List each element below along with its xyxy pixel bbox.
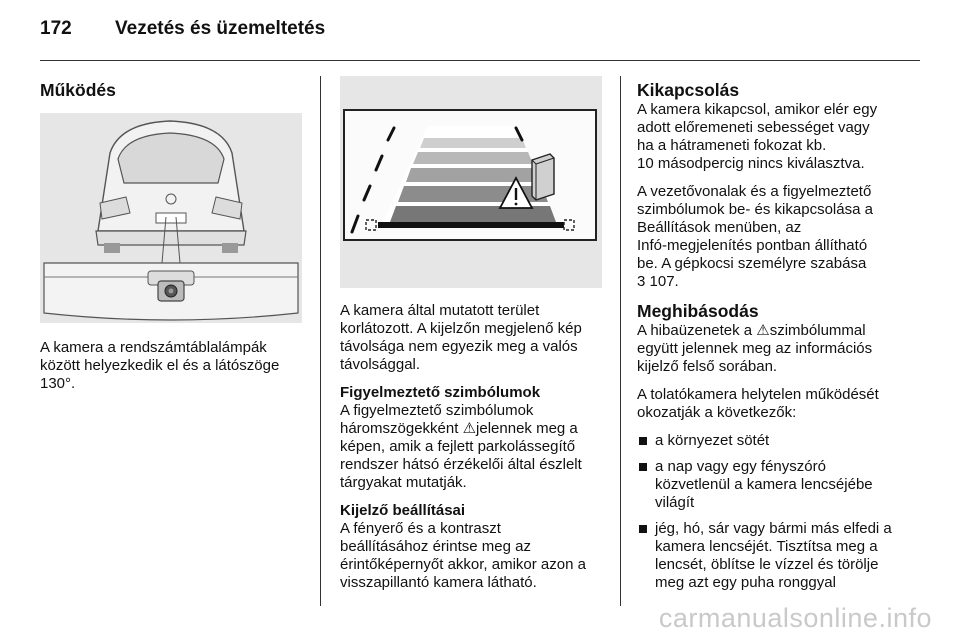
text-line: távolsággal. bbox=[340, 356, 421, 373]
text-line: Beállítások menüben, az bbox=[637, 219, 802, 236]
text-line: világít bbox=[655, 494, 695, 511]
subheading-display-settings: Kijelző beállításai bbox=[340, 502, 466, 519]
camera-caption bbox=[40, 339, 305, 393]
switch-off-paragraph bbox=[637, 80, 927, 173]
text-line: rendszer hátsó érzékelői által észlelt bbox=[340, 456, 582, 473]
list-item bbox=[637, 458, 927, 512]
bullet-square-icon bbox=[639, 437, 647, 445]
text-line: közvetlenül a kamera lencséjébe bbox=[655, 476, 873, 493]
subheading-warning-symbols: Figyelmeztető szimbólumok bbox=[340, 384, 541, 401]
text-line: érintőképernyőt akkor, amikor azon a bbox=[340, 556, 586, 573]
list-item bbox=[637, 520, 927, 592]
text-line: ha a hátrameneti fokozat kb. bbox=[637, 137, 827, 154]
text-line: korlátozott. A kijelzőn megjelenő kép bbox=[340, 320, 582, 337]
fault-paragraph bbox=[637, 301, 927, 376]
figure-camera-display bbox=[340, 76, 602, 288]
text-line: tárgyakat mutatják. bbox=[340, 474, 467, 491]
text-line: A figyelmeztető szimbólumok bbox=[340, 402, 534, 419]
text-line: a környezet sötét bbox=[655, 432, 770, 449]
causes-paragraph bbox=[637, 386, 927, 422]
text-line: A fényerő és a kontraszt bbox=[340, 520, 501, 537]
display-settings-paragraph bbox=[340, 502, 610, 592]
figure-camera-location bbox=[40, 113, 302, 323]
text-line: A hibaüzenetek a bbox=[637, 322, 757, 339]
camera-display-illustration bbox=[340, 76, 602, 288]
text-line: Infó-megjelenítés pontban állítható bbox=[637, 237, 868, 254]
page-number: 172 bbox=[40, 18, 72, 39]
text-line: be. A gépkocsi személyre szabása bbox=[637, 255, 867, 272]
section-heading-switch-off: Kikapcsolás bbox=[637, 80, 740, 100]
section-heading-fault: Meghibásodás bbox=[637, 301, 759, 321]
warning-triangle-icon: ⚠ bbox=[462, 420, 477, 437]
caption-line: A kamera a rendszámtáblalámpák bbox=[40, 339, 267, 356]
text-line: meg azt egy puha ronggyal bbox=[655, 574, 836, 591]
text-line: együtt jelennek meg az információs bbox=[637, 340, 873, 357]
text-line: jelennek meg a bbox=[476, 420, 578, 437]
bullet-square-icon bbox=[639, 463, 647, 471]
page-title: Vezetés és üzemeltetés bbox=[115, 18, 326, 39]
text-line: szimbólumok be- és kikapcsolása a bbox=[637, 201, 873, 218]
warning-symbols-paragraph bbox=[340, 384, 610, 492]
column-3 bbox=[637, 76, 927, 600]
text-line: kijelző felső sorában. bbox=[637, 358, 778, 375]
guidelines-paragraph bbox=[637, 183, 927, 291]
column-1 bbox=[40, 76, 305, 403]
text-line: A kamera által mutatott terület bbox=[340, 302, 540, 319]
header-rule bbox=[40, 60, 920, 61]
text-line: a nap vagy egy fényszóró bbox=[655, 458, 826, 475]
text-line: kamera lencséjét. Tisztítsa meg a bbox=[655, 538, 878, 555]
text-line: visszapillantó kamera látható. bbox=[340, 574, 537, 591]
car-rear-camera-illustration bbox=[40, 113, 302, 323]
text-line: A vezetővonalak és a figyelmeztető bbox=[637, 183, 872, 200]
column-divider-2 bbox=[620, 76, 621, 606]
area-paragraph bbox=[340, 302, 610, 374]
text-line: jég, hó, sár vagy bármi más elfedi a bbox=[655, 520, 892, 537]
list-item bbox=[637, 432, 927, 450]
section-heading-operation: Működés bbox=[40, 80, 116, 100]
watermark: carmanualsonline.info bbox=[658, 603, 932, 633]
text-line: adott előremeneti sebességet vagy bbox=[637, 119, 870, 136]
text-line: beállításához érintse meg az bbox=[340, 538, 531, 555]
bullet-square-icon bbox=[639, 525, 647, 533]
column-divider-1 bbox=[320, 76, 321, 606]
text-line: szimbólummal bbox=[769, 322, 866, 339]
text-line: A tolatókamera helytelen működését bbox=[637, 386, 879, 403]
causes-list bbox=[637, 432, 927, 592]
text-line: távolsága nem egyezik meg a valós bbox=[340, 338, 578, 355]
caption-line: 130°. bbox=[40, 375, 76, 392]
text-line: képen, amik a fejlett parkolássegítő bbox=[340, 438, 576, 455]
column-2 bbox=[340, 76, 610, 602]
cross-reference-link[interactable]: 107. bbox=[649, 273, 679, 290]
text-line: lencsét, öblítse le vízzel és törölje bbox=[655, 556, 879, 573]
page-header bbox=[40, 18, 325, 48]
text-line: háromszögekként bbox=[340, 420, 463, 437]
warning-triangle-icon: ⚠ bbox=[756, 322, 770, 339]
caption-line: között helyezkedik el és a látószöge bbox=[40, 357, 280, 374]
text-line: 10 másodpercig nincs kiválasztva. bbox=[637, 155, 865, 172]
text-line: A kamera kikapcsol, amikor elér egy bbox=[637, 101, 878, 118]
cross-reference-arrow-icon: 3 bbox=[637, 273, 646, 290]
text-line: okozatják a következők: bbox=[637, 404, 797, 421]
